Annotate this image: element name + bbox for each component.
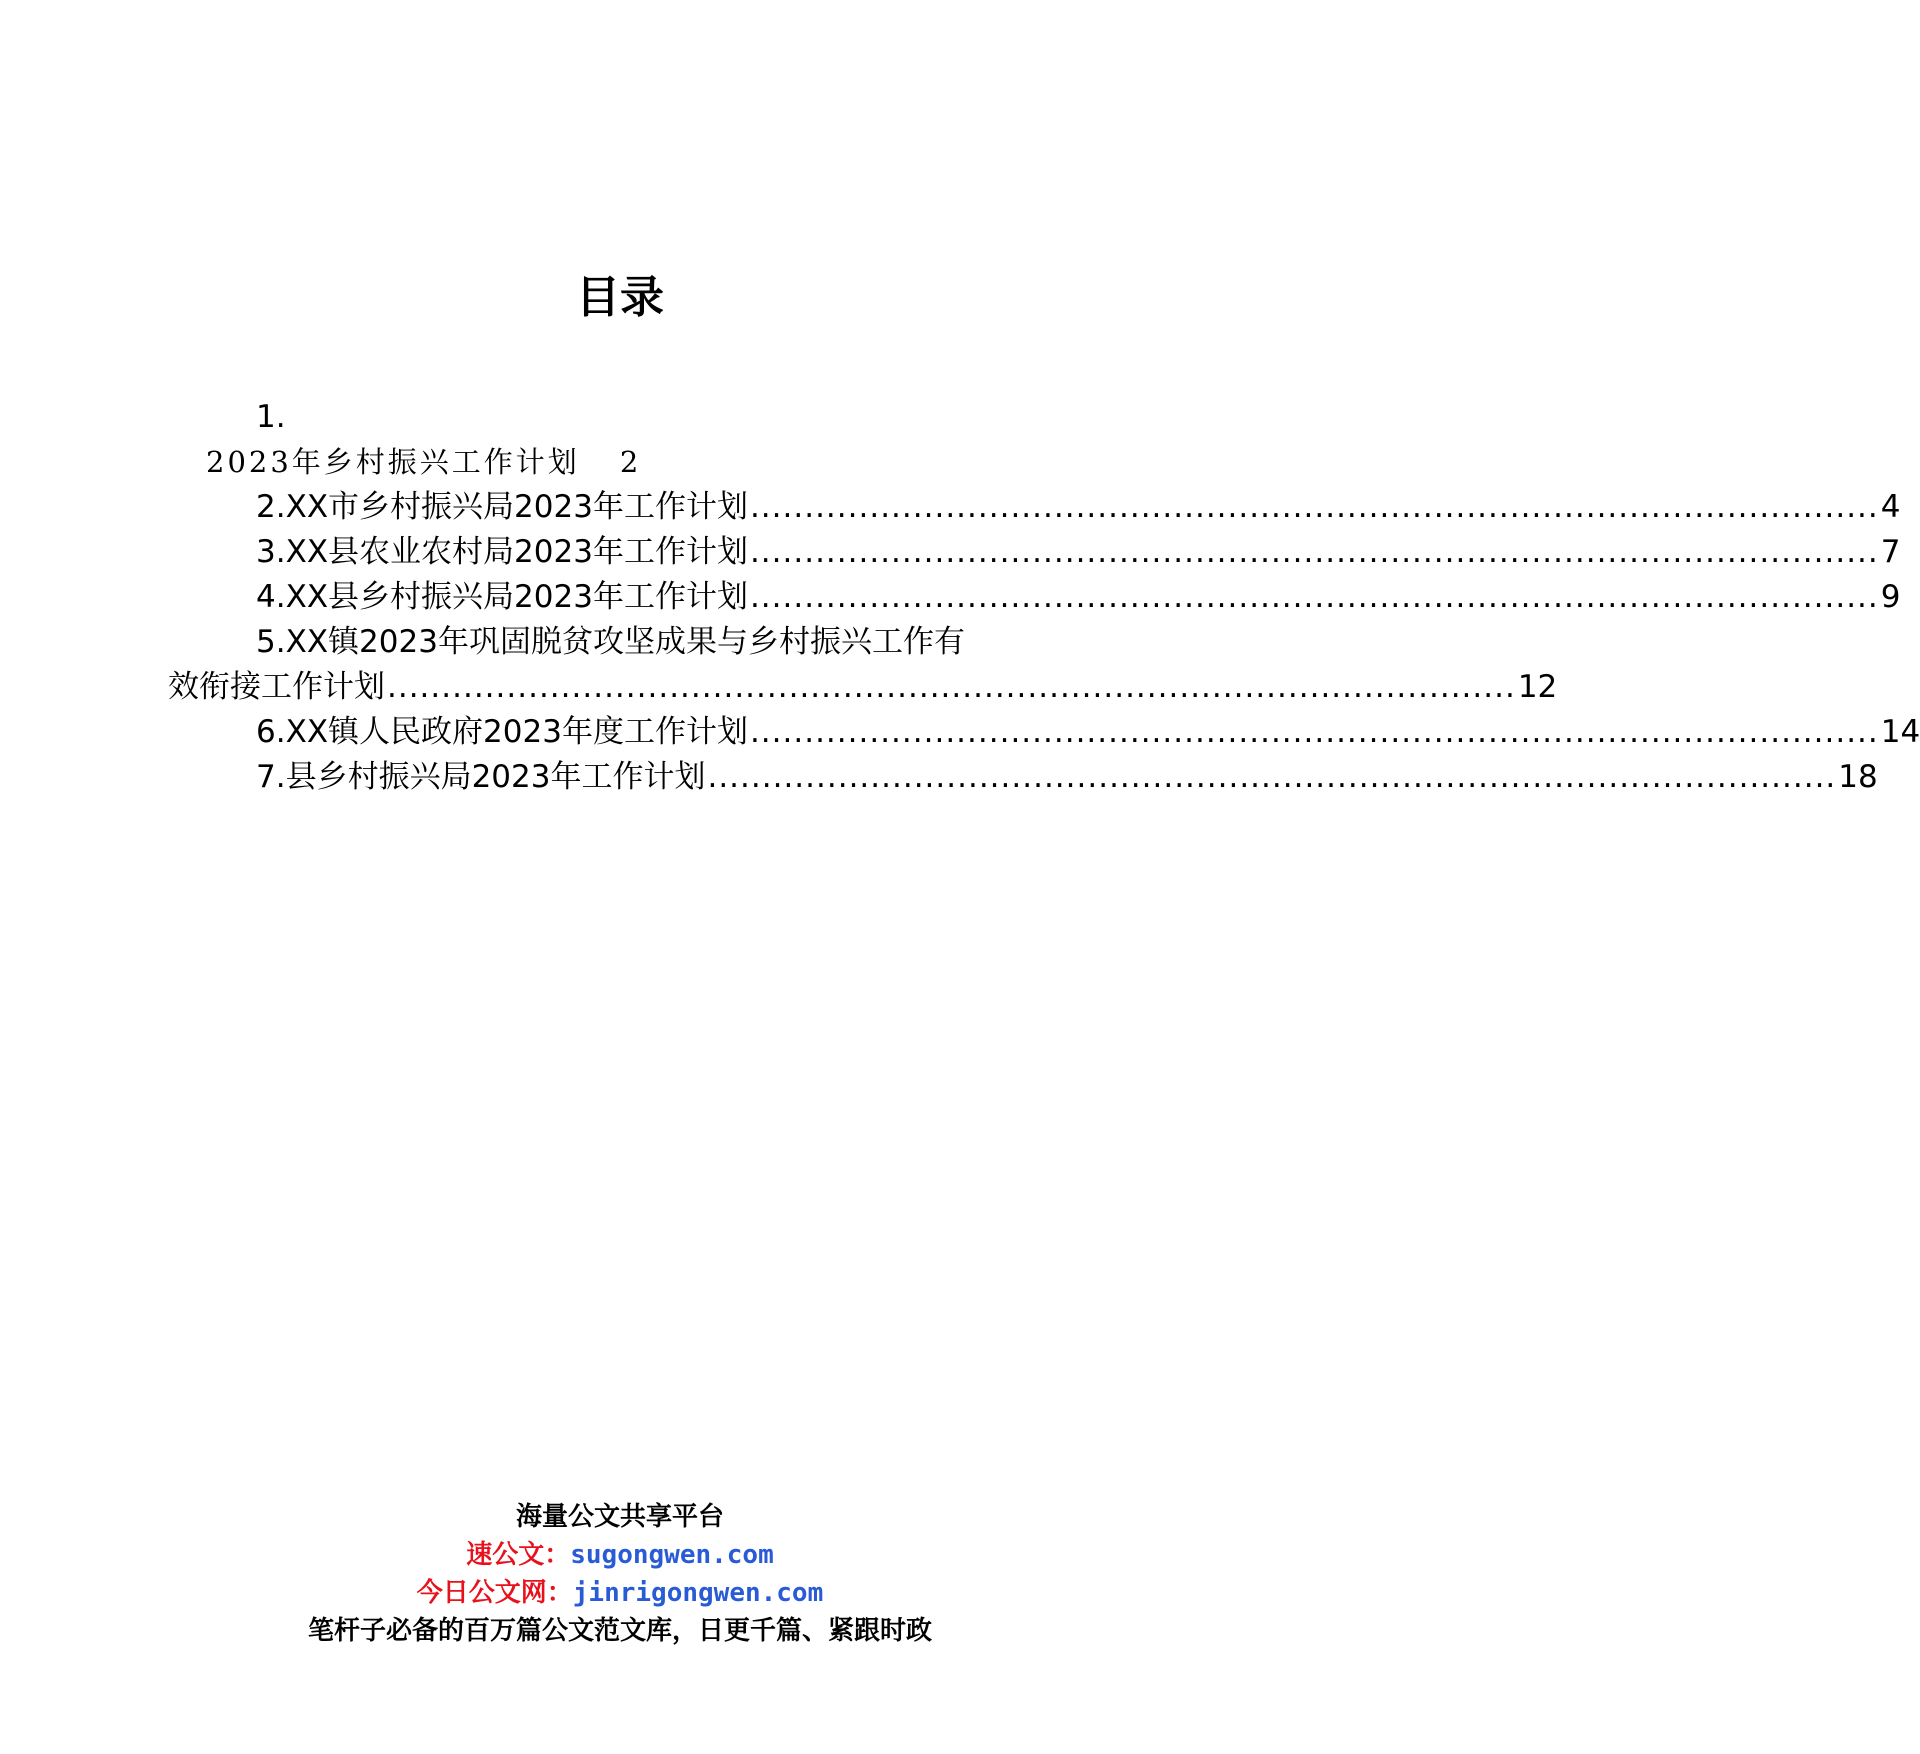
site-url-link[interactable]: jinrigongwen.com (572, 1578, 824, 1608)
toc-page-number: 9 (1880, 579, 1901, 615)
toc-page-number: 12 (1517, 669, 1558, 705)
dot-leader: ........................................................................................................ (387, 669, 1516, 705)
toc-item-label: 2.XX市乡村振兴局2023年工作计划 (256, 489, 748, 525)
footer-tagline: 海量公文共享平台 (515, 1502, 724, 1532)
toc-item-label: 2023年乡村振兴工作计划 (206, 445, 580, 479)
toc-page-number: 14 (1880, 714, 1920, 750)
dot-leader: ........................................................................................................ (749, 534, 1879, 570)
toc-item-3[interactable] (190, 530, 1901, 575)
toc-item-label: 5.XX镇2023年巩固脱贫攻坚成果与乡村振兴工作有 (256, 624, 965, 660)
toc-item-label: 7.县乡村振兴局2023年工作计划 (256, 759, 706, 795)
toc-item-1-number[interactable] (190, 395, 1052, 440)
toc-item-5-line2[interactable] (168, 665, 1558, 710)
toc-item-number: 1. (256, 399, 286, 435)
dot-leader: ........................................................................................................ (707, 759, 1837, 795)
toc-item-label: 6.XX镇人民政府2023年度工作计划 (256, 714, 748, 750)
footer-site-1 (0, 1536, 1240, 1574)
toc-item-label: 4.XX县乡村振兴局2023年工作计划 (256, 579, 748, 615)
toc-page-number: 7 (1880, 534, 1901, 570)
toc-item-label: 效衔接工作计划 (168, 669, 385, 705)
toc-page-number: 2 (619, 445, 642, 479)
dot-leader: ........................................................................................................ (749, 579, 1879, 615)
footer-promo (0, 1498, 1240, 1650)
toc-item-5-line1[interactable] (190, 620, 1052, 665)
site-url-link[interactable]: sugongwen.com (570, 1540, 774, 1570)
site-name: 今日公文网： (416, 1578, 573, 1608)
page-title: 目录 (576, 272, 664, 323)
toc-item-2[interactable] (190, 485, 1901, 530)
toc-item-1-title[interactable] (190, 440, 1052, 485)
footer-slogan: 笔杆子必备的百万篇公文范文库，日更千篇、紧跟时政 (307, 1616, 932, 1646)
toc-item-label: 3.XX县农业农村局2023年工作计划 (256, 534, 748, 570)
dot-leader: ........................................................................................................ (749, 714, 1879, 750)
toc-page-number: 18 (1838, 759, 1878, 795)
table-of-contents (168, 395, 1920, 800)
toc-page-number: 4 (1880, 489, 1901, 525)
dot-leader: ........................................................................................................ (749, 489, 1879, 525)
toc-item-6[interactable] (190, 710, 1920, 755)
site-name: 速公文： (466, 1540, 571, 1570)
footer-site-2 (0, 1574, 1240, 1612)
toc-item-4[interactable] (190, 575, 1901, 620)
toc-item-7[interactable] (190, 755, 1878, 800)
